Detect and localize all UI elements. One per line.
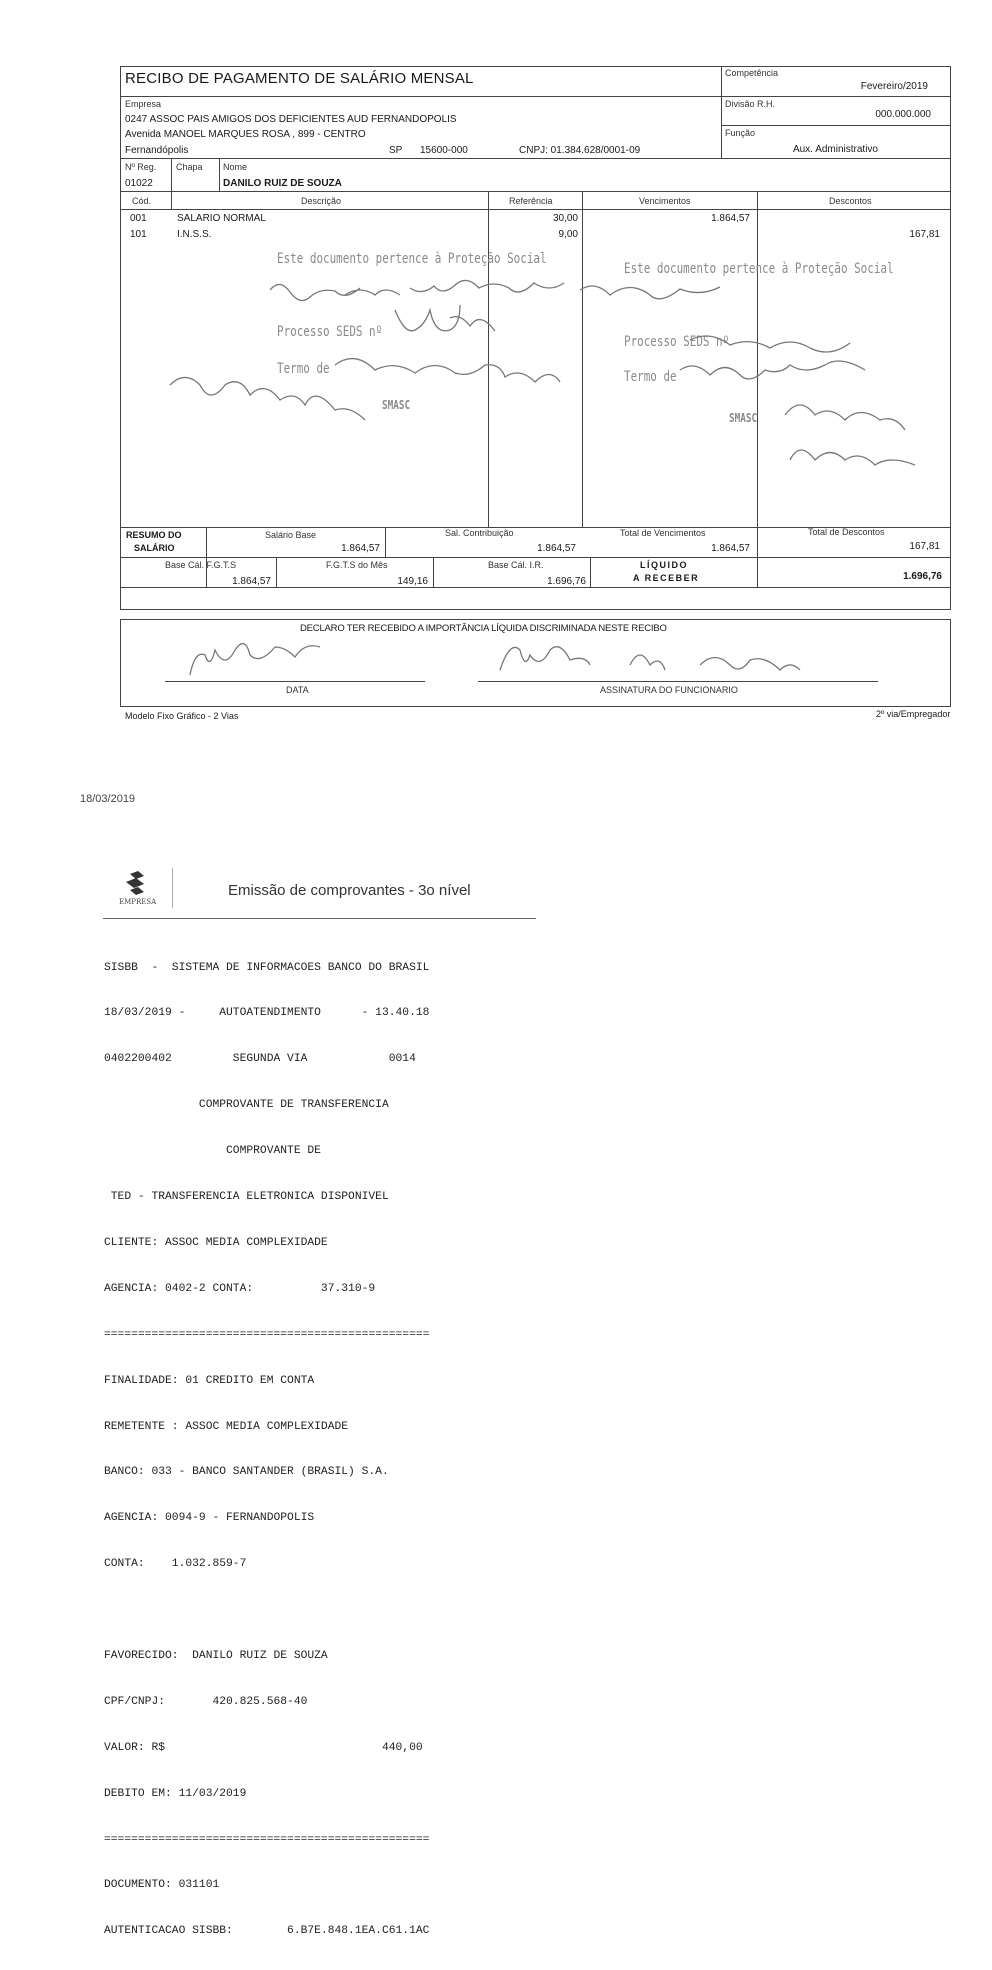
stamp-smasc-1: SMASC bbox=[382, 398, 411, 412]
item-ref: 30,00 bbox=[552, 213, 578, 224]
sal-contribuicao-value: 1.864,57 bbox=[537, 543, 576, 554]
stamp-termo-2: Termo de bbox=[624, 369, 677, 385]
divisao-label: Divisão R.H. bbox=[725, 99, 776, 109]
receipt-line: AGENCIA: 0402-2 CONTA: 37.310-9 bbox=[104, 1282, 376, 1295]
nome-label: Nome bbox=[223, 162, 248, 172]
col-descricao: Descrição bbox=[301, 196, 342, 206]
assinatura-label: ASSINATURA DO FUNCIONARIO bbox=[600, 685, 738, 695]
total-vencimentos-value: 1.864,57 bbox=[711, 543, 750, 554]
resumo-label-2: SALÁRIO bbox=[134, 543, 175, 553]
base-fgts-value: 1.864,57 bbox=[232, 576, 271, 587]
footer-modelo: Modelo Fixo Gráfico - 2 Vias bbox=[125, 711, 239, 721]
col-descontos: Descontos bbox=[829, 196, 872, 206]
funcao-value: Aux. Administrativo bbox=[792, 144, 878, 155]
total-descontos-label: Total de Descontos bbox=[808, 527, 885, 537]
total-vencimentos-label: Total de Vencimentos bbox=[620, 528, 706, 538]
receipt-line: CONTA: 1.032.859-7 bbox=[104, 1558, 247, 1571]
receipt-line: TED - TRANSFERENCIA ELETRONICA DISPONIVEL bbox=[104, 1191, 389, 1204]
liquido-label-2: A RECEBER bbox=[633, 573, 700, 583]
receipt-line: ================================================ bbox=[104, 1833, 430, 1846]
stamp-processo-2: Processo SEDS nº bbox=[624, 334, 730, 350]
item-descontos: 167,81 bbox=[909, 229, 940, 240]
print-date: 18/03/2019 bbox=[80, 793, 136, 805]
sal-contribuicao-label: Sal. Contribuição bbox=[445, 528, 514, 538]
receipt-line: ================================================ bbox=[104, 1328, 430, 1341]
fgts-mes-value: 149,16 bbox=[397, 576, 428, 587]
empresa-label: Empresa bbox=[125, 99, 162, 109]
logo-caption: EMPRESA bbox=[119, 898, 157, 906]
item-desc: I.N.S.S. bbox=[177, 229, 212, 240]
receipt-line: FINALIDADE: 01 CREDITO EM CONTA bbox=[104, 1374, 315, 1387]
stamp-protecao-social-1: Este documento pertence à Proteção Social bbox=[277, 251, 547, 267]
item-desc: SALARIO NORMAL bbox=[177, 213, 266, 224]
base-ir-label: Base Cál. I.R. bbox=[488, 560, 544, 570]
data-label: DATA bbox=[286, 685, 309, 695]
competencia-value: Fevereiro/2019 bbox=[860, 81, 928, 92]
resumo-label-1: RESUMO DO bbox=[126, 530, 182, 540]
col-cod: Cód. bbox=[132, 196, 152, 206]
chapa-label: Chapa bbox=[176, 162, 203, 172]
receipt-line: FAVORECIDO: DANILO RUIZ DE SOUZA bbox=[104, 1649, 328, 1662]
receipt-line: COMPROVANTE DE TRANSFERENCIA bbox=[104, 1099, 389, 1112]
item-cod: 001 bbox=[130, 213, 147, 224]
liquido-label-1: LÍQUIDO bbox=[640, 560, 688, 570]
bank-receipt-text bbox=[104, 930, 429, 1970]
empresa-state: SP bbox=[389, 145, 403, 156]
salario-base-value: 1.864,57 bbox=[341, 543, 380, 554]
receipt-line: CPF/CNPJ: 420.825.568-40 bbox=[104, 1695, 308, 1708]
stamp-termo-1: Termo de bbox=[277, 361, 330, 377]
competencia-label: Competência bbox=[725, 68, 779, 78]
liquido-value: 1.696,76 bbox=[903, 571, 942, 582]
stamp-processo-1: Processo SEDS nº bbox=[277, 324, 383, 340]
base-ir-value: 1.696,76 bbox=[547, 576, 586, 587]
empresa-cnpj: CNPJ: 01.384.628/0001-09 bbox=[519, 145, 641, 156]
empresa-cep: 15600-000 bbox=[420, 145, 468, 156]
receipt-line: REMETENTE : ASSOC MEDIA COMPLEXIDADE bbox=[104, 1420, 349, 1433]
receipt-line: VALOR: R$ 440,00 bbox=[104, 1741, 423, 1754]
total-descontos-value: 167,81 bbox=[909, 541, 940, 552]
nreg-value: 01022 bbox=[125, 178, 153, 189]
empresa-address: Avenida MANOEL MARQUES ROSA , 899 - CENTRO bbox=[125, 129, 366, 140]
fgts-mes-label: F.G.T.S do Mês bbox=[326, 560, 388, 570]
empresa-city: Fernandópolis bbox=[125, 145, 189, 156]
receipt-line: BANCO: 033 - BANCO SANTANDER (BRASIL) S.A. bbox=[104, 1466, 389, 1479]
receipt-line: DOCUMENTO: 031101 bbox=[104, 1879, 220, 1892]
receipt-line: CLIENTE: ASSOC MEDIA COMPLEXIDADE bbox=[104, 1236, 328, 1249]
bank-title: Emissão de comprovantes - 3o nível bbox=[228, 882, 471, 899]
nreg-label: Nº Reg. bbox=[125, 162, 157, 172]
receipt-line: 18/03/2019 - AUTOATENDIMENTO - 13.40.18 bbox=[104, 1007, 430, 1020]
receipt-line: AGENCIA: 0094-9 - FERNANDOPOLIS bbox=[104, 1512, 315, 1525]
empresa-name: 0247 ASSOC PAIS AMIGOS DOS DEFICIENTES AUD FERNANDOPOLIS bbox=[125, 114, 457, 125]
receipt-line: COMPROVANTE DE bbox=[104, 1145, 321, 1158]
divisao-value: 000.000.000 bbox=[875, 109, 931, 120]
receipt-line: DEBITO EM: 11/03/2019 bbox=[104, 1787, 247, 1800]
receipt-line: 0402200402 SEGUNDA VIA 0014 bbox=[104, 1053, 416, 1066]
stamp-smasc-2: SMASC bbox=[729, 411, 758, 425]
receipt-line: AUTENTICACAO SISBB: 6.B7E.848.1EA.C61.1AC bbox=[104, 1925, 430, 1938]
funcao-label: Função bbox=[725, 128, 756, 138]
item-cod: 101 bbox=[130, 229, 147, 240]
base-fgts-label: Base Cál. F.G.T.S bbox=[165, 560, 237, 570]
nome-value: DANILO RUIZ DE SOUZA bbox=[223, 178, 342, 189]
footer-via: 2º via/Empregador bbox=[876, 709, 951, 719]
signature-scribble bbox=[160, 640, 860, 685]
item-venc: 1.864,57 bbox=[711, 213, 750, 224]
receipt-line bbox=[104, 1603, 429, 1618]
col-vencimentos: Vencimentos bbox=[639, 196, 691, 206]
declaro-text: DECLARO TER RECEBIDO A IMPORTÂNCIA LÍQUIDA DISCRIMINADA NESTE RECIBO bbox=[300, 623, 667, 634]
salario-base-label: Salário Base bbox=[265, 530, 317, 540]
col-referencia: Referência bbox=[509, 196, 553, 206]
stamp-protecao-social-2: Este documento pertence à Proteção Social bbox=[624, 261, 894, 277]
item-ref: 9,00 bbox=[558, 229, 578, 240]
handwritten-annotations bbox=[160, 270, 950, 480]
receipt-line: SISBB - SISTEMA DE INFORMACOES BANCO DO BRASIL bbox=[104, 961, 430, 974]
receipt-title: RECIBO DE PAGAMENTO DE SALÁRIO MENSAL bbox=[125, 70, 474, 87]
